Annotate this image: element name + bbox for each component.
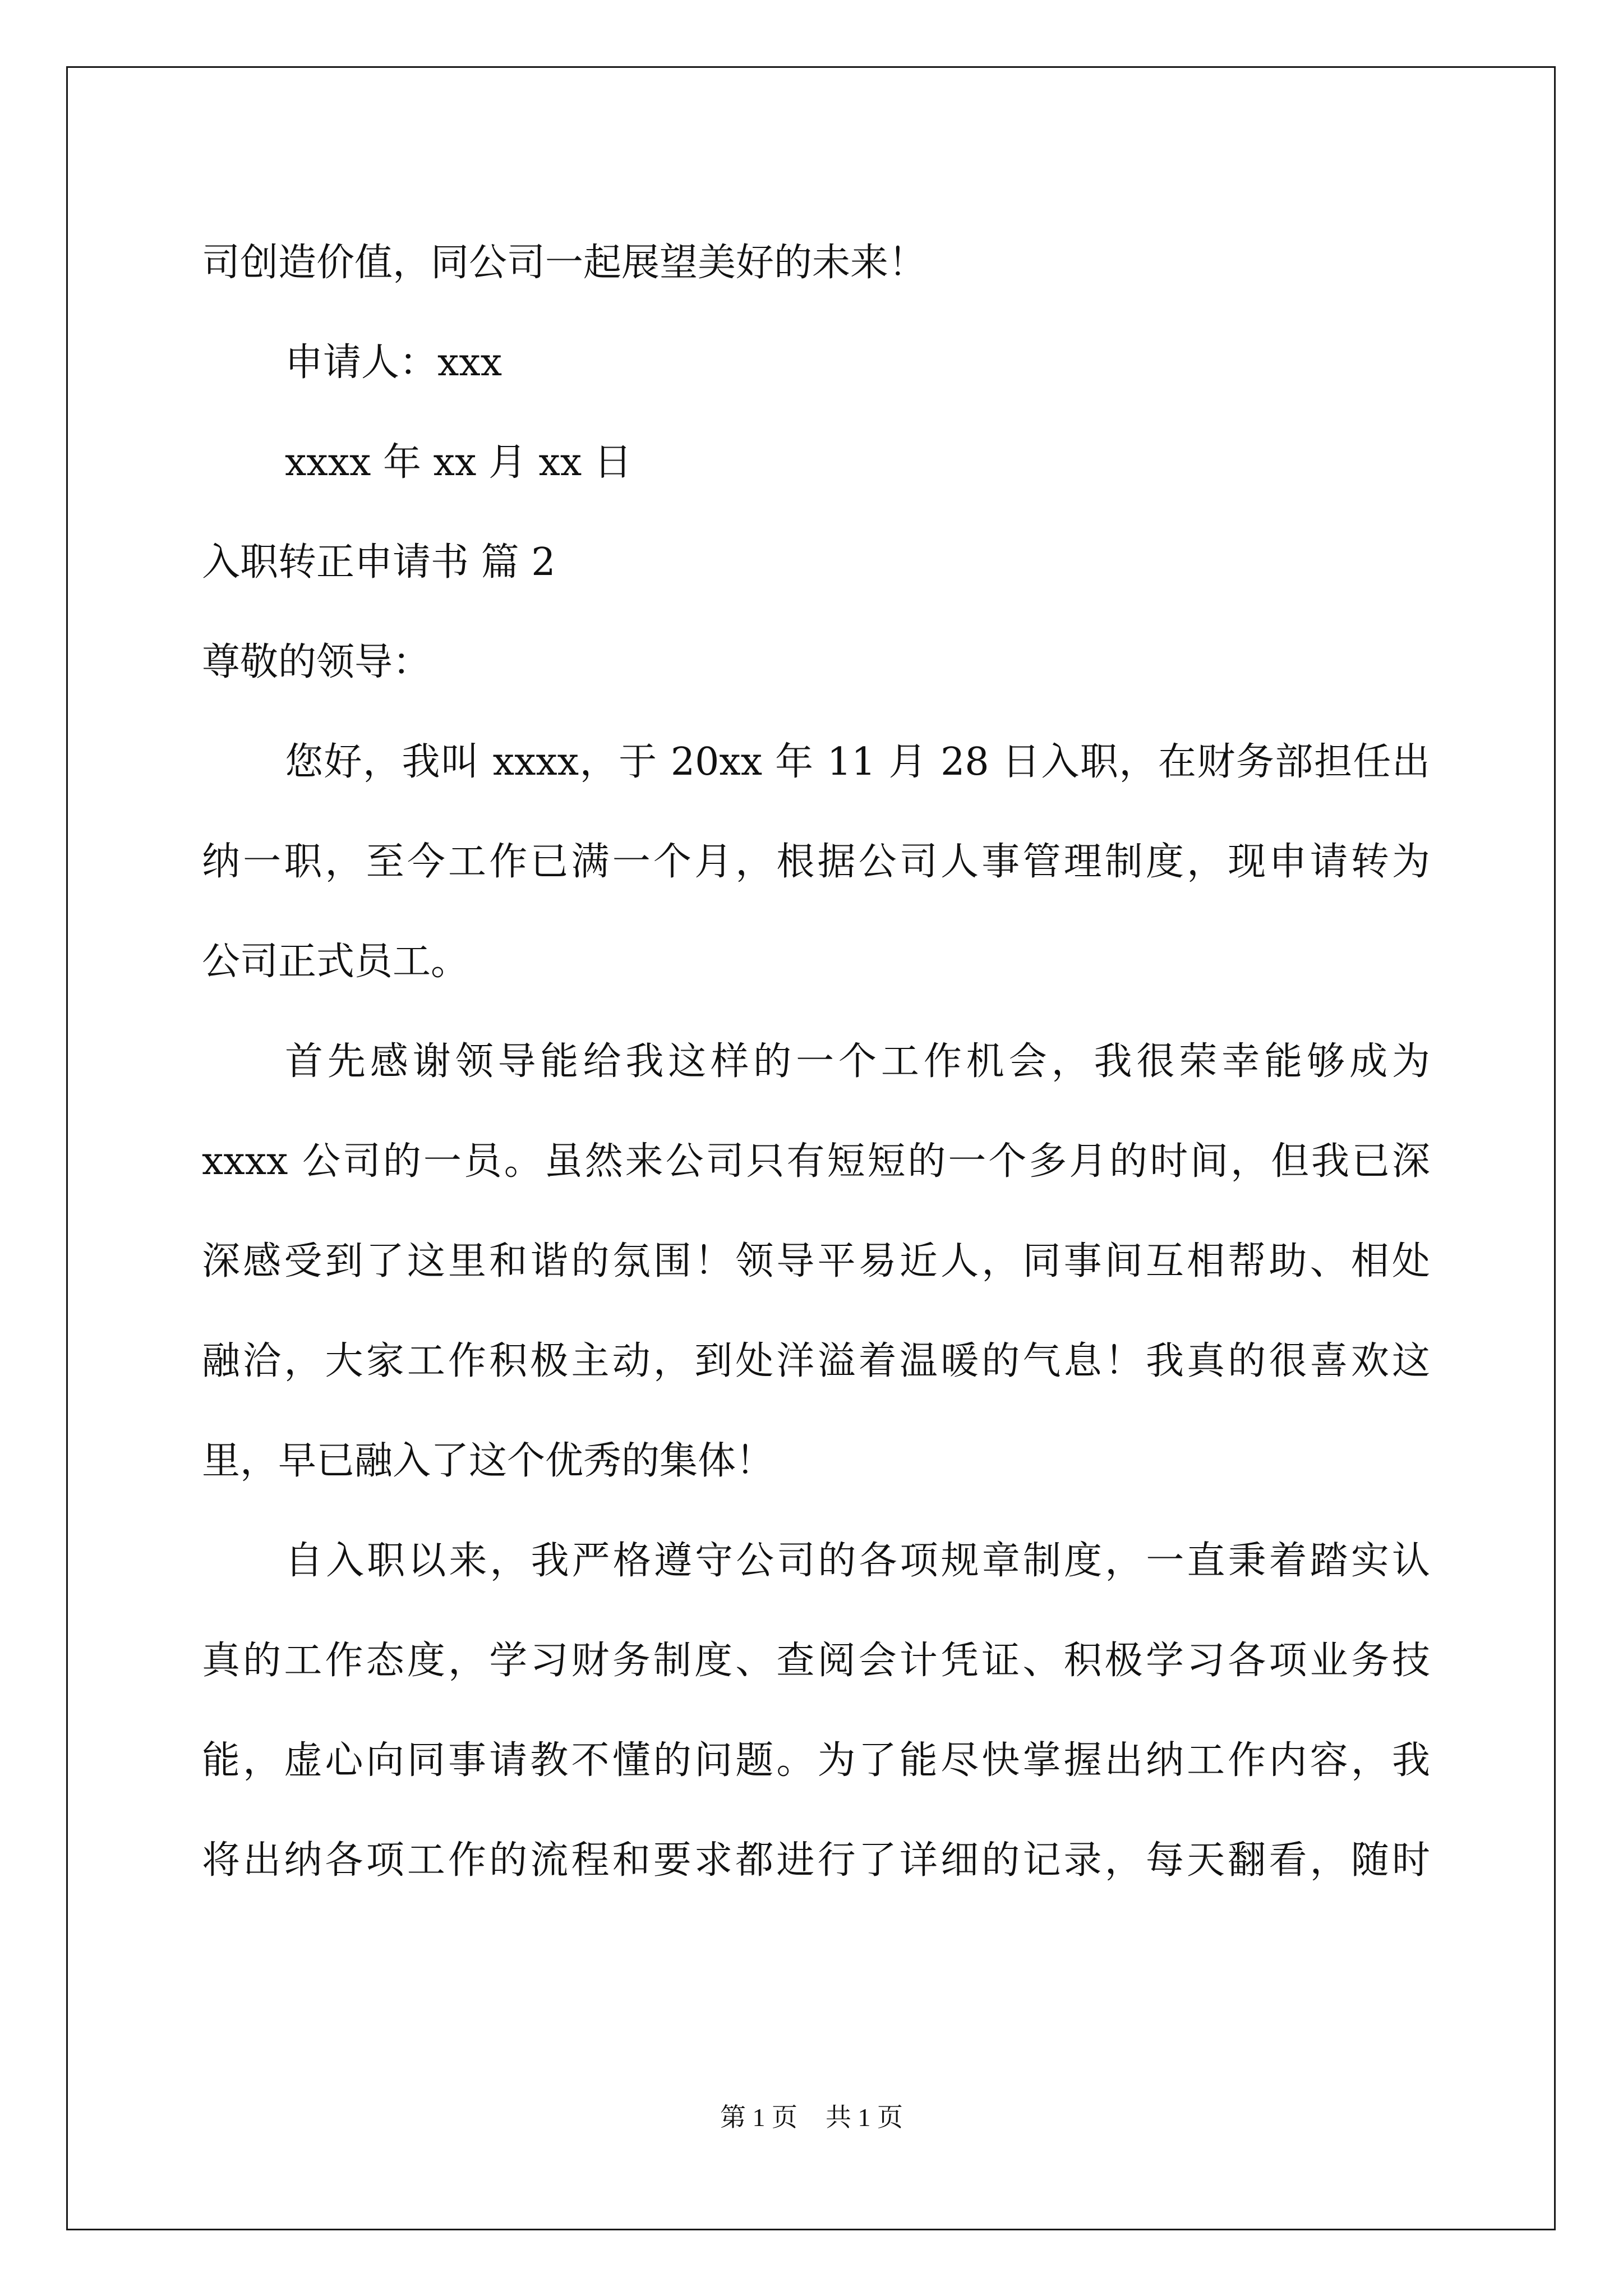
paragraph-line: 司创造价值，同公司一起展望美好的未来！ bbox=[202, 241, 927, 285]
paragraph-line: 融洽，大家工作积极主动，到处洋溢着温暖的气息！我真的很喜欢这 bbox=[202, 1339, 1430, 1383]
page-number-total: 共 1 页 bbox=[826, 2103, 903, 2132]
document-body bbox=[202, 213, 1430, 1911]
paragraph-line: 能，虚心向同事请教不懂的问题。为了能尽快掌握出纳工作内容，我 bbox=[202, 1738, 1430, 1783]
paragraph-line: 您好，我叫 xxxx，于 20xx 年 11 月 28 日入职，在财务部担任出 bbox=[285, 740, 1430, 784]
paragraph-line: 公司正式员工。 bbox=[202, 940, 469, 984]
paragraph-line: 自入职以来，我严格遵守公司的各项规章制度，一直秉着踏实认 bbox=[285, 1539, 1430, 1583]
paragraph-line: xxxx 公司的一员。虽然来公司只有短短的一个多月的时间，但我已深 bbox=[202, 1139, 1430, 1184]
section-title: 入职转正申请书 篇 2 bbox=[202, 540, 556, 585]
paragraph-line: 将出纳各项工作的流程和要求都进行了详细的记录，每天翻看，随时 bbox=[202, 1838, 1430, 1883]
paragraph-line: 真的工作态度，学习财务制度、查阅会计凭证、积极学习各项业务技 bbox=[202, 1639, 1430, 1683]
page-footer bbox=[0, 2101, 1623, 2134]
salutation: 尊敬的领导： bbox=[202, 640, 431, 684]
applicant-line: 申请人：xxx bbox=[285, 341, 502, 385]
paragraph-line: 纳一职，至今工作已满一个月，根据公司人事管理制度，现申请转为 bbox=[202, 840, 1430, 884]
paragraph-line: 首先感谢领导能给我这样的一个工作机会，我很荣幸能够成为 bbox=[285, 1039, 1430, 1084]
date-line: xxxx 年 xx 月 xx 日 bbox=[285, 440, 632, 485]
page-number-current: 第 1 页 bbox=[720, 2103, 797, 2132]
paragraph-line: 里，早已融入了这个优秀的集体！ bbox=[202, 1439, 774, 1483]
paragraph-line: 深感受到了这里和谐的氛围！领导平易近人，同事间互相帮助、相处 bbox=[202, 1239, 1430, 1283]
